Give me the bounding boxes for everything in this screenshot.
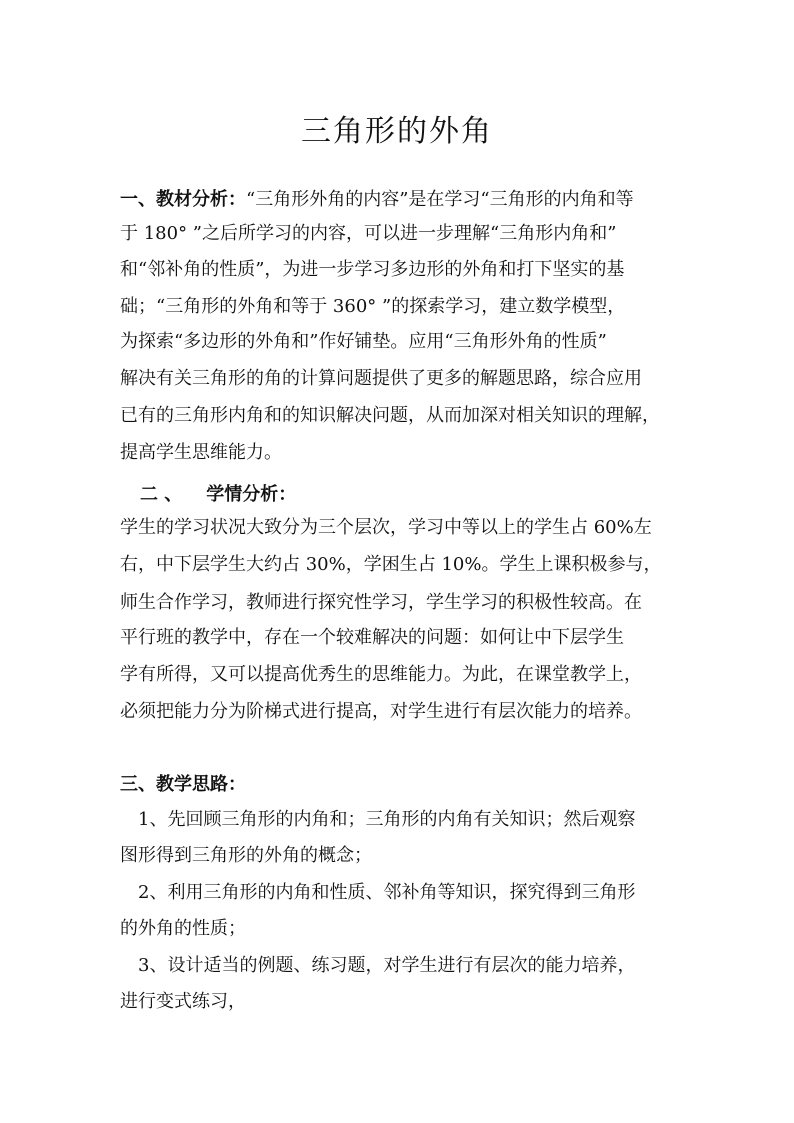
- section-3-item-1-line-2: 图形得到三角形的外角的概念；: [120, 845, 372, 866]
- section-3-heading: 三、教学思路：: [120, 774, 246, 795]
- section-3-item-2-line-1: 2、利用三角形的内角和性质、邻补角等知识，探究得到三角形: [138, 882, 636, 903]
- section-1-line-4: 础；“三角形的外角和等于 360° ”的探索学习，建立数学模型，: [120, 296, 626, 317]
- section-2-heading: [140, 482, 296, 508]
- section-1-line-2: 于 180° ”之后所学习的内容，可以进一步理解“三角形内角和”: [120, 223, 617, 244]
- section-2-line-4: 平行班的教学中，存在一个较难解决的问题：如何让中下层学生: [120, 627, 624, 648]
- section-2-line-3: 师生合作学习，教师进行探究性学习，学生学习的积极性较高。在: [120, 592, 642, 613]
- section-1-line-5: 为探索“多边形的外角和”作好铺垫。应用“三角形外角的性质”: [120, 331, 607, 352]
- section-1-line-1: [120, 187, 634, 213]
- section-1-line-6: 解决有关三角形的角的计算问题提供了更多的解题思路，综合应用: [120, 368, 642, 389]
- section-1-line-8: 提高学生思维能力。: [120, 442, 282, 463]
- section-3-item-3-line-2: 进行变式练习，: [120, 991, 246, 1012]
- section-3-item-1-line-1: 1、先回顾三角形的内角和；三角形的内角有关知识；然后观察: [138, 809, 636, 830]
- section-2-heading-prefix: 二 、: [140, 484, 183, 505]
- section-1-line-7: 已有的三角形内角和的知识解决问题，从而加深对相关知识的理解，: [120, 405, 660, 426]
- section-3-item-2-line-2: 的外角的性质；: [120, 918, 246, 939]
- section-3-item-3-line-1: 3、设计适当的例题、练习题，对学生进行有层次的能力培养，: [138, 955, 636, 976]
- document-title: 三角形的外角: [301, 114, 493, 149]
- section-1-text: “三角形外角的内容”是在学习“三角形的内角和等: [246, 189, 634, 210]
- section-1-heading: 一、教材分析：: [120, 189, 246, 210]
- section-2-line-6: 必须把能力分为阶梯式进行提高，对学生进行有层次能力的培养。: [120, 701, 642, 722]
- section-1-line-3: 和“邻补角的性质”，为进一步学习多边形的外角和打下坚实的基: [120, 259, 625, 280]
- section-2-line-2: 右，中下层学生大约占 30%，学困生占 10%。学生上课积极参与，: [120, 554, 662, 575]
- section-2-line-5: 学有所得，又可以提高优秀生的思维能力。为此，在课堂教学上，: [120, 664, 642, 685]
- section-2-heading-text: 学情分析：: [206, 484, 297, 505]
- section-2-line-1: 学生的学习状况大致分为三个层次，学习中等以上的学生占 60%左: [120, 517, 652, 538]
